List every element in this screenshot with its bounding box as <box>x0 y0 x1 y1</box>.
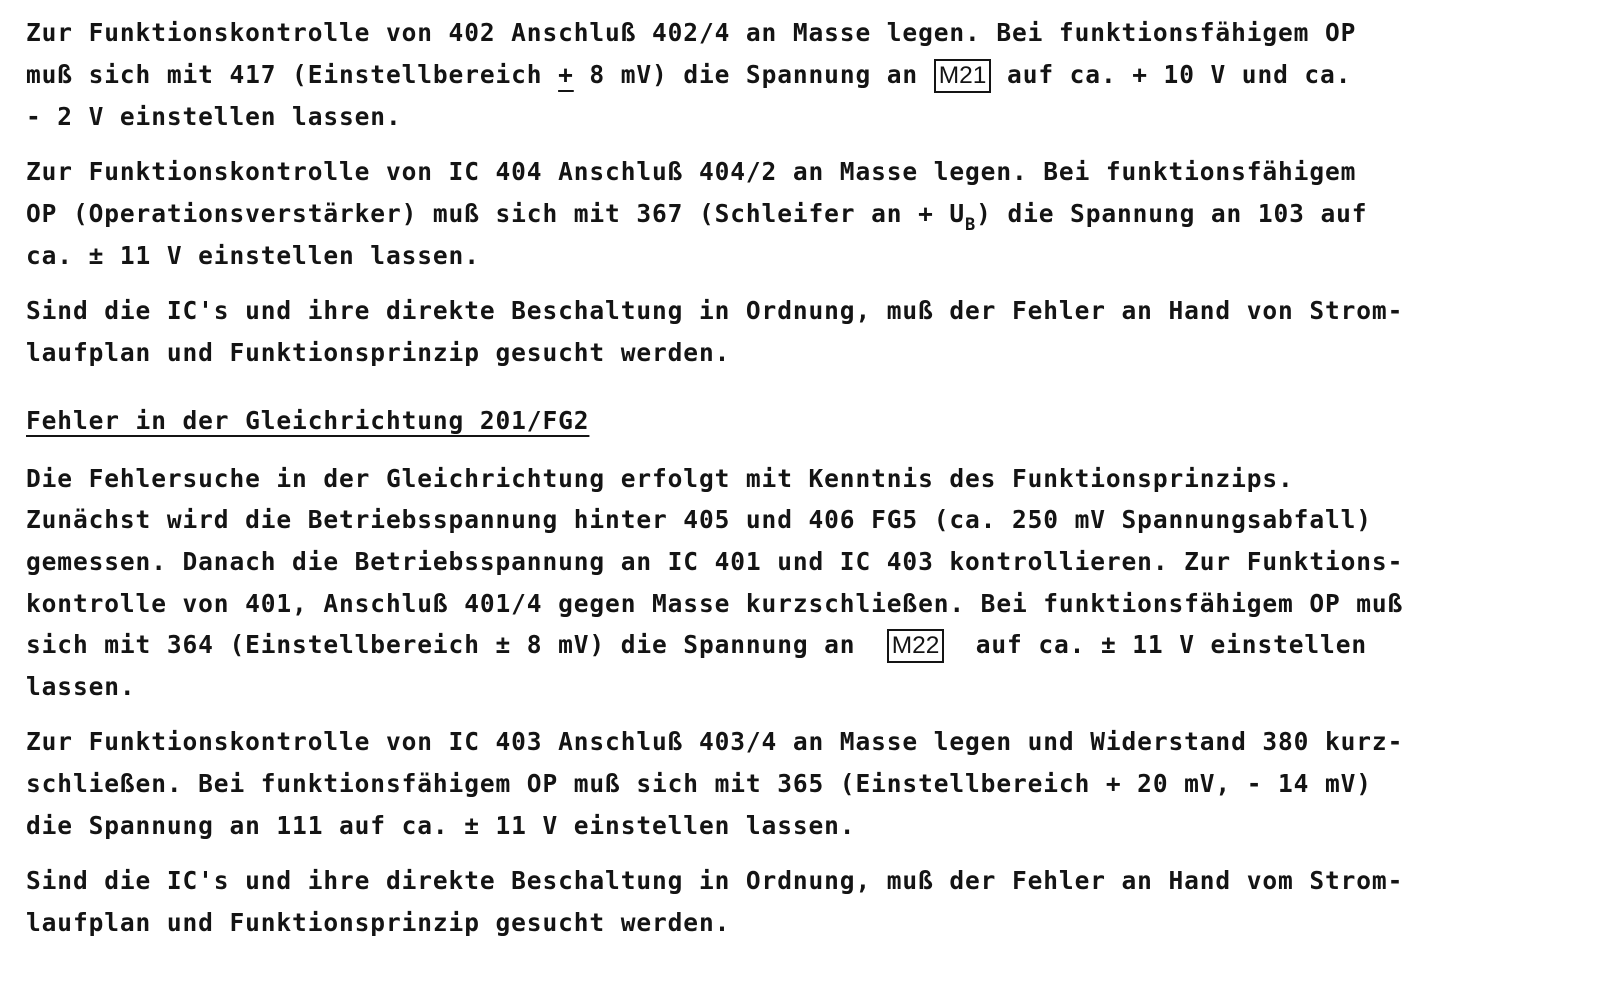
text-line: ca. ± 11 V einstellen lassen. <box>26 241 480 270</box>
text-segment: auf ca. ± 11 V einstellen <box>944 630 1367 659</box>
text-segment: 8 mV) die Spannung an <box>573 60 934 89</box>
text-line: laufplan und Funktionsprinzip gesucht werden. <box>26 338 731 367</box>
text-line: Zur Funktionskontrolle von IC 403 Anschluß 403/4 an Masse legen und Widerstand 380 kurz- <box>26 727 1404 756</box>
text-segment: muß sich mit 417 (Einstellbereich <box>26 60 559 89</box>
text-line: lassen. <box>26 672 136 701</box>
text-line: die Spannung an 111 auf ca. ± 11 V einstellen lassen. <box>26 811 856 840</box>
text-line: Zur Funktionskontrolle von IC 404 Anschluß 404/2 an Masse legen. Bei funktionsfähigem <box>26 157 1357 186</box>
plus-minus-sign: + <box>558 60 574 89</box>
text-line: Zur Funktionskontrolle von 402 Anschluß 402/4 an Masse legen. Bei funktionsfähigem OP <box>26 18 1357 47</box>
text-segment: sich mit 364 (Einstellbereich ± 8 mV) die Spannung an <box>26 630 887 659</box>
section-heading: Fehler in der Gleichrichtung 201/FG2 <box>26 406 590 435</box>
text-line: schließen. Bei funktionsfähigem OP muß sich mit 365 (Einstellbereich + 20 mV, - 14 mV) <box>26 769 1372 798</box>
text-segment: auf ca. + 10 V und ca. <box>991 60 1352 89</box>
text-line <box>26 628 1367 670</box>
measurement-point-box: M22 <box>887 629 945 663</box>
subscript: B <box>965 215 977 235</box>
text-segment: ) die Spannung an 103 auf <box>976 199 1368 228</box>
measurement-point-box: M21 <box>934 59 992 93</box>
text-line: - 2 V einstellen lassen. <box>26 102 402 131</box>
text-line: laufplan und Funktionsprinzip gesucht werden. <box>26 908 731 937</box>
text-line <box>26 58 1351 100</box>
text-line: Die Fehlersuche in der Gleichrichtung erfolgt mit Kenntnis des Funktionsprinzips. <box>26 464 1294 493</box>
text-line: gemessen. Danach die Betriebsspannung an IC 401 und IC 403 kontrollieren. Zur Funktions- <box>26 547 1404 576</box>
text-segment: OP (Operationsverstärker) muß sich mit 367 (Schleifer an + U <box>26 199 966 228</box>
text-line: kontrolle von 401, Anschluß 401/4 gegen Masse kurzschließen. Bei funktionsfähigem OP muß <box>26 589 1404 618</box>
text-line: Zunächst wird die Betriebsspannung hinter 405 und 406 FG5 (ca. 250 mV Spannungsabfall) <box>26 505 1372 534</box>
text-line: Sind die IC's und ihre direkte Beschaltung in Ordnung, muß der Fehler an Hand vom Strom- <box>26 866 1404 895</box>
text-line <box>26 197 1367 239</box>
text-line: Sind die IC's und ihre direkte Beschaltung in Ordnung, muß der Fehler an Hand von Strom- <box>26 296 1404 325</box>
